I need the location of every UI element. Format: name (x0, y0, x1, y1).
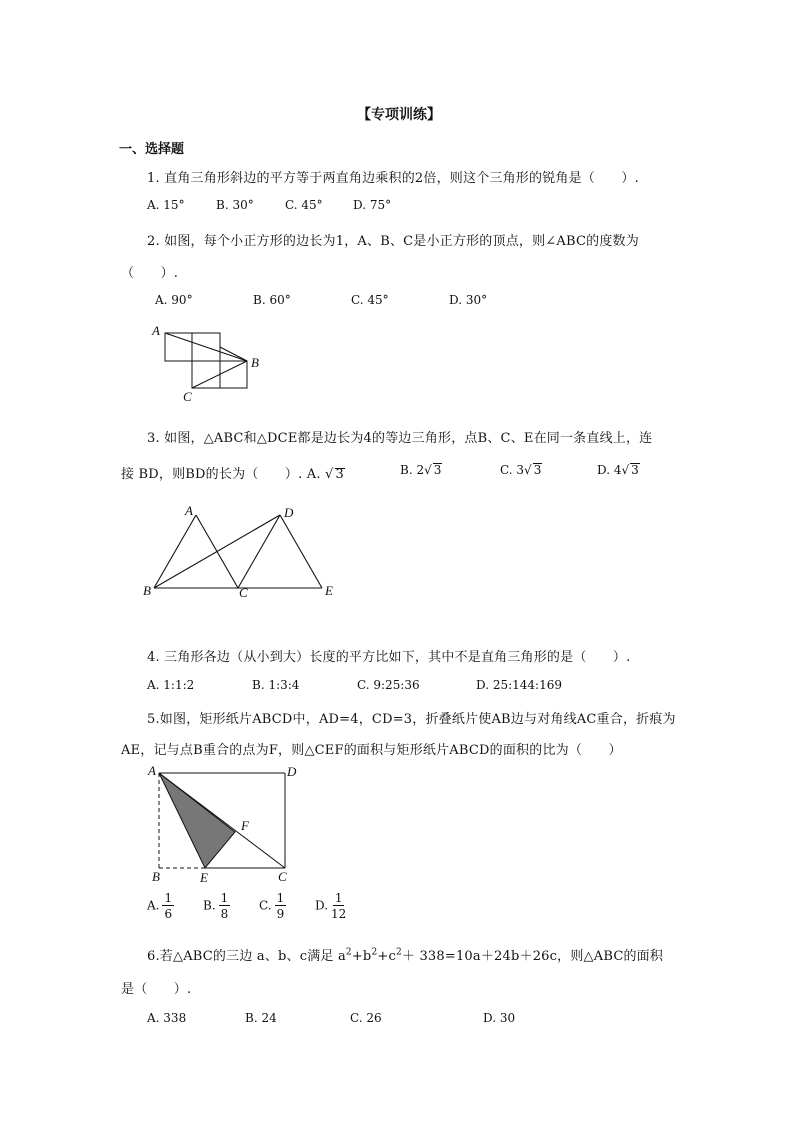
q1-option-d: D. 75° (353, 198, 392, 212)
section-heading: 一、选择题 (119, 142, 185, 157)
q2-option-a: A. 90° (155, 293, 193, 307)
q5-option-d-fraction (331, 892, 346, 920)
q5-label-b: B (152, 869, 160, 884)
q5-label-a: A (148, 763, 156, 778)
question-3-text-cont (121, 463, 345, 482)
question-6-text (147, 945, 663, 964)
q2-option-d: D. 30° (449, 293, 488, 307)
q3-option-b-label: B. 2 (400, 463, 425, 477)
exponent: 2 (371, 947, 378, 958)
q5-option-d-label: D. (315, 898, 329, 913)
q1-option-a: A. 15° (147, 198, 185, 212)
question-3-text: 3. 如图，△ABC和△DCE都是边长为4的等边三角形，点B、C、E在同一条直线上，连 (147, 431, 653, 446)
q5-rectangle-figure (159, 773, 285, 868)
q3-option-d-radical: 3 (631, 463, 639, 477)
q1-option-b: B. 30° (216, 198, 254, 212)
q6-option-c: C. 26 (350, 1011, 382, 1025)
fraction-denominator: 12 (331, 907, 347, 921)
q5-label-c: C (278, 869, 287, 884)
q3-label-e: E (325, 583, 333, 598)
q6-term-c: +c (377, 949, 396, 964)
diagonal-ac (159, 773, 285, 868)
q3-option-b-radical: 3 (433, 463, 442, 477)
q5-option-c (259, 892, 286, 920)
question-5-text: 5.如图，矩形纸片ABCD中，AD=4，CD=3，折叠纸片使AB边与对角线AC重合，折痕为 (147, 712, 676, 727)
q6-option-d: D. 30 (483, 1011, 516, 1025)
q2-option-c: C. 45° (351, 293, 389, 307)
radical-sign: √ (621, 463, 630, 477)
q4-option-a: A. 1:1:2 (147, 678, 195, 692)
q5-option-c-fraction (275, 892, 287, 920)
q3-option-d (597, 463, 640, 477)
q1-option-c: C. 45° (285, 198, 323, 212)
question-6-text-cont: 是（ ）. (121, 982, 192, 997)
fraction-denominator: 9 (276, 907, 285, 921)
q2-option-b: B. 60° (253, 293, 291, 307)
question-4-text: 4. 三角形各边（从小到大）长度的平方比如下，其中不是直角三角形的是（ ）. (147, 650, 631, 665)
q5-option-b (203, 892, 230, 920)
segment-ab (165, 333, 247, 361)
question-2-text: 2. 如图，每个小正方形的边长为1，A、B、C是小正方形的顶点，则∠ABC的度数为 (147, 234, 639, 249)
fraction-numerator: 1 (164, 891, 173, 905)
radical-sign: √ (524, 463, 532, 477)
q2-grid-figure (165, 333, 247, 388)
q4-option-b: B. 1:3:4 (252, 678, 300, 692)
q4-option-c: C. 9:25:36 (357, 678, 420, 692)
q5-label-f: F (241, 818, 249, 833)
q2-label-b: B (251, 355, 259, 370)
q3-label-b: B (143, 583, 151, 598)
q5-option-a (147, 892, 174, 920)
q5-option-a-label: A. (147, 898, 160, 913)
question-5-text-cont: AE，记与点B重合的点为F，则△CEF的面积与矩形纸片ABCD的面积的比为（ ） (121, 743, 622, 758)
q5-option-a-fraction (162, 892, 174, 920)
q3-label-a: A (185, 503, 193, 518)
q3-label-d: D (284, 505, 294, 520)
radical-sign: √ (424, 463, 432, 477)
fraction-numerator: 1 (220, 891, 229, 905)
fraction-numerator: 1 (276, 891, 285, 905)
q6-option-a: A. 338 (147, 1011, 187, 1025)
q3-option-c-label: C. 3 (500, 463, 525, 477)
q5-option-c-label: C. (259, 898, 272, 913)
q5-option-d (315, 892, 346, 920)
shaded-triangle-aef (159, 773, 235, 868)
q5-option-b-label: B. (203, 898, 216, 913)
q6-option-b: B. 24 (245, 1011, 277, 1025)
exponent: 2 (345, 947, 352, 958)
q3-option-c-radical: 3 (533, 463, 542, 477)
q5-label-e: E (200, 870, 208, 885)
q6-term-b: +b (351, 949, 372, 964)
q3-stem-end: 接 BD，则BD的长为（ ）. A. (121, 467, 321, 482)
question-1-text: 1. 直角三角形斜边的平方等于两直角边乘积的2倍，则这个三角形的锐角是（ ）. (147, 171, 639, 186)
radical-sign: √ (325, 467, 334, 482)
q4-option-d: D. 25:144:169 (476, 678, 562, 692)
q3-triangle-figure (154, 515, 322, 588)
q6-stem-end: ＋ 338=10a＋24b＋26c，则△ABC的面积 (401, 949, 664, 964)
question-2-text-cont: （ ）. (121, 266, 179, 281)
fraction-denominator: 6 (164, 907, 173, 921)
fraction-denominator: 8 (220, 907, 229, 921)
q2-label-c: C (183, 389, 192, 404)
page-title: 【专项训练】 (357, 107, 441, 123)
q3-option-b (400, 463, 442, 477)
exponent: 2 (395, 947, 402, 958)
q3-option-c (500, 463, 542, 477)
q6-stem-start: 6.若△ABC的三边 a、b、c满足 a (147, 949, 346, 964)
q2-label-a: A (152, 323, 160, 338)
q5-label-d: D (287, 764, 297, 779)
fraction-numerator: 1 (334, 891, 343, 905)
q3-option-d-label: D. 4 (597, 463, 622, 477)
q3-option-a-radical: 3 (335, 467, 344, 482)
segment-bd (154, 515, 280, 588)
q5-option-b-fraction (219, 892, 231, 920)
q3-label-c: C (239, 585, 248, 600)
